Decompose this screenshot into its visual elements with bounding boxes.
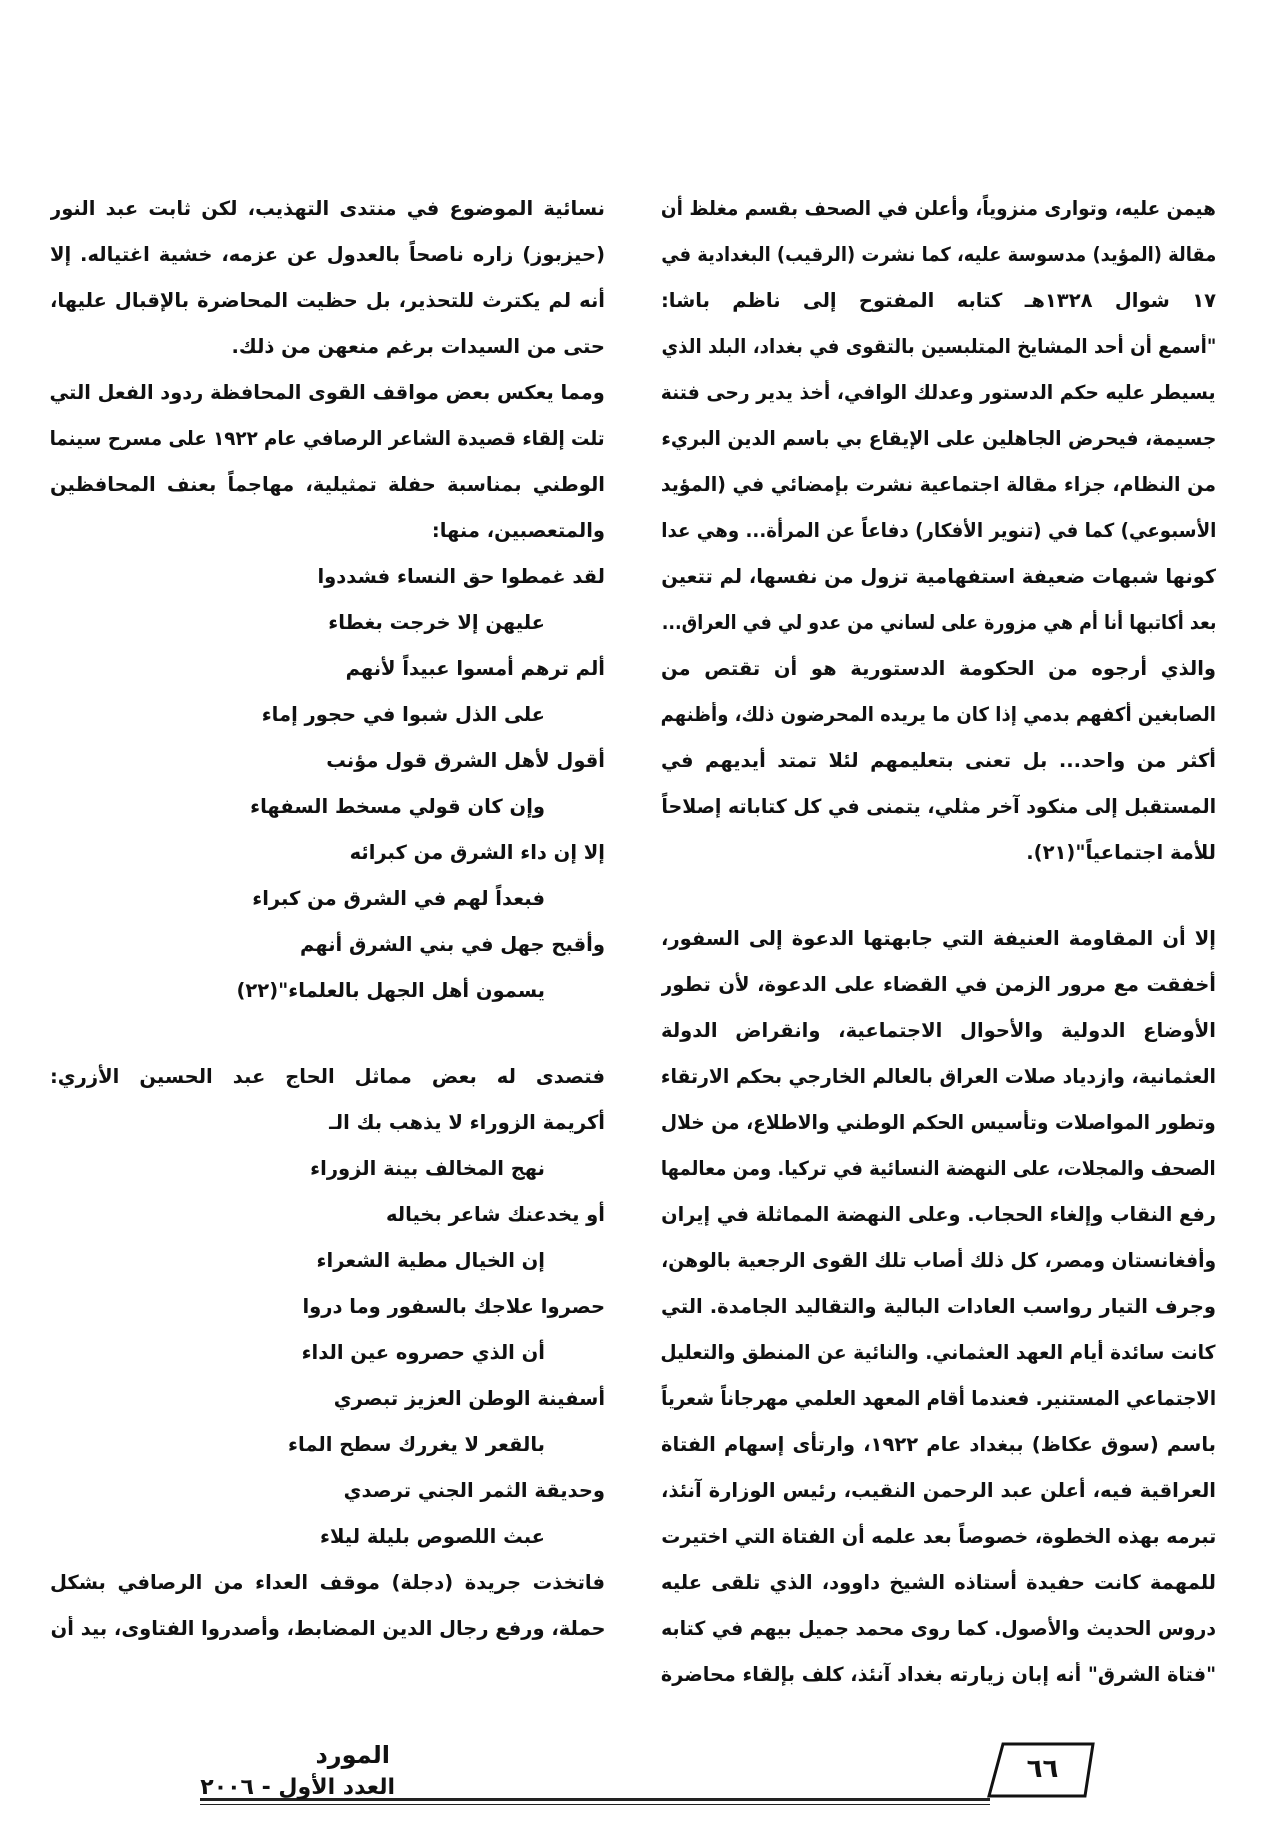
right-column-line: تبرمه بهذه الخطوة، خصوصاً بعد علمه أن الفتاة التي اختيرت [661,1525,1216,1548]
right-column-line: الصابغين أكفهم بدمي إذا كان ما يريده المحرضون ذلك، وأظنهم [661,703,1216,726]
right-column-line: ١٧ شوال ١٣٢٨هـ كتابه المفتوح إلى ناظم باشا: [661,289,1216,312]
right-column-line: يسيطر عليه حكم الدستور وعدلك الوافي، أخذ يدير رحى فتنة [661,381,1216,404]
right-column [661,186,1216,1698]
right-column-line: رفع النقاب وإلغاء الحجاب. وعلى النهضة المماثلة في إيران [661,1203,1216,1226]
right-column-line: أخفقت مع مرور الزمن في القضاء على الدعوة، لأن تطور [661,973,1216,996]
poem-1-verse: على الذل شبوا في حجور إماء [261,703,545,726]
left-column [50,186,605,1652]
journal-name: المورد [315,1741,390,1769]
right-column-line: "فتاة الشرق" أنه إبان زيارته بغداد آنئذ، كلف بإلقاء محاضرة [661,1663,1216,1686]
right-column-line: الصحف والمجلات، على النهضة النسائية في تركيا. ومن معالمها [661,1157,1216,1180]
left-closing-line: حملة، ورفع رجال الدين المضابط، وأصدروا الفتاوى، بيد أن [50,1617,605,1640]
right-column-line: دروس الحديث والأصول. كما روى محمد جميل بيهم في كتابه [661,1617,1216,1640]
poem-2-verse: أكريمة الزوراء لا يذهب بك الـ [329,1111,605,1134]
poem-2-verse: أسفينة الوطن العزيز تبصري [333,1387,605,1410]
poem-2-verse: وحديقة الثمر الجني ترصدي [343,1479,605,1502]
left-column-line: تلت إلقاء قصيدة الشاعر الرصافي عام ١٩٢٢ على مسرح سينما [50,427,605,450]
poem-1-verse: أقول لأهل الشرق قول مؤنب [326,749,605,772]
poem-1-verse: لقد غمطوا حق النساء فشددوا [317,565,605,588]
right-column-line: والذي أرجوه من الحكومة الدستورية هو أن تقتص من [661,657,1216,680]
right-column-line: وجرف التيار رواسب العادات البالية والتقاليد الجامدة. التي [661,1295,1216,1318]
poem-2-verse: نهج المخالف بينة الزوراء [310,1157,545,1180]
poem-1-verse: عليهن إلا خرجت بغطاء [328,611,545,634]
right-column-line: مقالة (المؤيد) مدسوسة عليه، كما نشرت (الرقيب) البغدادية في [661,243,1216,266]
right-column-line: "أسمع أن أحد المشايخ المتلبسين بالتقوى في بغداد، البلد الذي [661,335,1216,358]
poem-2-verse: أن الذي حصروه عين الداء [301,1341,545,1364]
right-column-line: إلا أن المقاومة العنيفة التي جابهتها الدعوة إلى السفور، [661,927,1216,950]
right-column-line: للمهمة كانت حفيدة أستاذه الشيخ داوود، الذي تلقى عليه [661,1571,1216,1594]
page-number: ٦٦ [1026,1754,1059,1784]
poem-1-verse: وإن كان قولي مسخط السفهاء [250,795,545,818]
left-column-line: (حيزبوز) زاره ناصحاً بالعدول عن عزمه، خشية اغتياله. إلا [50,243,605,266]
right-column-line: جسيمة، فيحرض الجاهلين على الإيقاع بي باسم الدين البريء [661,427,1216,450]
right-column-line: للأمة اجتماعياً"(٢١). [1026,841,1216,864]
right-column-line: كونها شبهات ضعيفة استفهامية تزول من نفسها، لم تتعين [661,565,1216,588]
footer-rule-thin [200,1804,990,1805]
poem-1-verse: ألم ترهم أمسوا عبيداً لأنهم [345,657,605,680]
poem-2-verse: بالقعر لا يغررك سطح الماء [288,1433,545,1456]
poem-2-intro: فتصدى له بعض مماثل الحاج عبد الحسين الأزري: [50,1065,605,1088]
left-column-line: الوطني بمناسبة حفلة تمثيلية، مهاجماً بعنف المحافظين [50,473,605,496]
left-column-line: أنه لم يكترث للتحذير، بل حظيت المحاضرة بالإقبال عليها، [50,289,605,312]
right-column-line: الأسبوعي) كما في (تنوير الأفكار) دفاعاً عن المرأة... وهي عدا [661,519,1216,542]
left-column-line: نسائية الموضوع في منتدى التهذيب، لكن ثابت عبد النور [50,197,605,220]
poem-2-verse: أو يخدعنك شاعر بخياله [385,1203,605,1226]
poem-1-verse: فبعداً لهم في الشرق من كبراء [252,887,545,910]
page-number-box [985,1740,1100,1800]
right-column-line: وأفغانستان ومصر، كل ذلك أصاب تلك القوى الرجعية بالوهن، [661,1249,1216,1272]
right-column-line: كانت سائدة أيام العهد العثماني. والنائية عن المنطق والتعليل [661,1341,1216,1364]
right-column-line: هيمن عليه، وتوارى منزوياً، وأعلن في الصحف بقسم مغلظ أن [661,197,1216,220]
poem-1-verse: إلا إن داء الشرق من كبرائه [349,841,605,864]
poem-1-verse: وأقبح جهل في بني الشرق أنهم [300,933,605,956]
right-column-line: الأوضاع الدولية والأحوال الاجتماعية، وانقراض الدولة [661,1019,1216,1042]
right-column-line: الاجتماعي المستنير. فعندما أقام المعهد العلمي مهرجاناً شعرياً [661,1387,1216,1410]
left-column-line: حتى من السيدات برغم منعهن من ذلك. [231,335,605,358]
left-closing-line: فاتخذت جريدة (دجلة) موقف العداء من الرصافي بشكل [50,1571,605,1594]
poem-2-verse: إن الخيال مطية الشعراء [316,1249,545,1272]
right-column-line: العثمانية، وازدياد صلات العراق بالعالم الخارجي بحكم الارتقاء [661,1065,1216,1088]
right-column-line: وتطور المواصلات وتأسيس الحكم الوطني والاطلاع، من خلال [661,1111,1216,1134]
poem-2-verse: عبث اللصوص بليلة ليلاء [319,1525,545,1548]
left-column-line: ومما يعكس بعض مواقف القوى المحافظة ردود الفعل التي [50,381,605,404]
right-column-line: من النظام، جزاء مقالة اجتماعية نشرت بإمضائي في (المؤيد [661,473,1216,496]
right-column-line: المستقبل إلى منكود آخر مثلي، يتمنى في كل كتاباته إصلاحاً [661,795,1216,818]
issue-label: العدد الأول - ٢٠٠٦ [200,1775,395,1800]
right-column-line: أكثر من واحد... بل تعنى بتعليمهم لئلا تمتد أيديهم في [661,749,1216,772]
left-column-line: والمتعصبين، منها: [431,519,605,542]
right-column-line: العراقية فيه، أعلن عبد الرحمن النقيب، رئيس الوزارة آنئذ، [661,1479,1216,1502]
poem-2-verse: حصروا علاجك بالسفور وما دروا [302,1295,605,1318]
right-column-line: بعد أكاتبها أنا أم هي مزورة على لساني من عدو لي في العراق... [661,611,1216,634]
page-footer [0,1740,1276,1830]
poem-1-verse: يسمون أهل الجهل بالعلماء"(٢٢) [236,979,545,1002]
right-column-line: باسم (سوق عكاظ) ببغداد عام ١٩٢٢، وارتأى إسهام الفتاة [661,1433,1216,1456]
